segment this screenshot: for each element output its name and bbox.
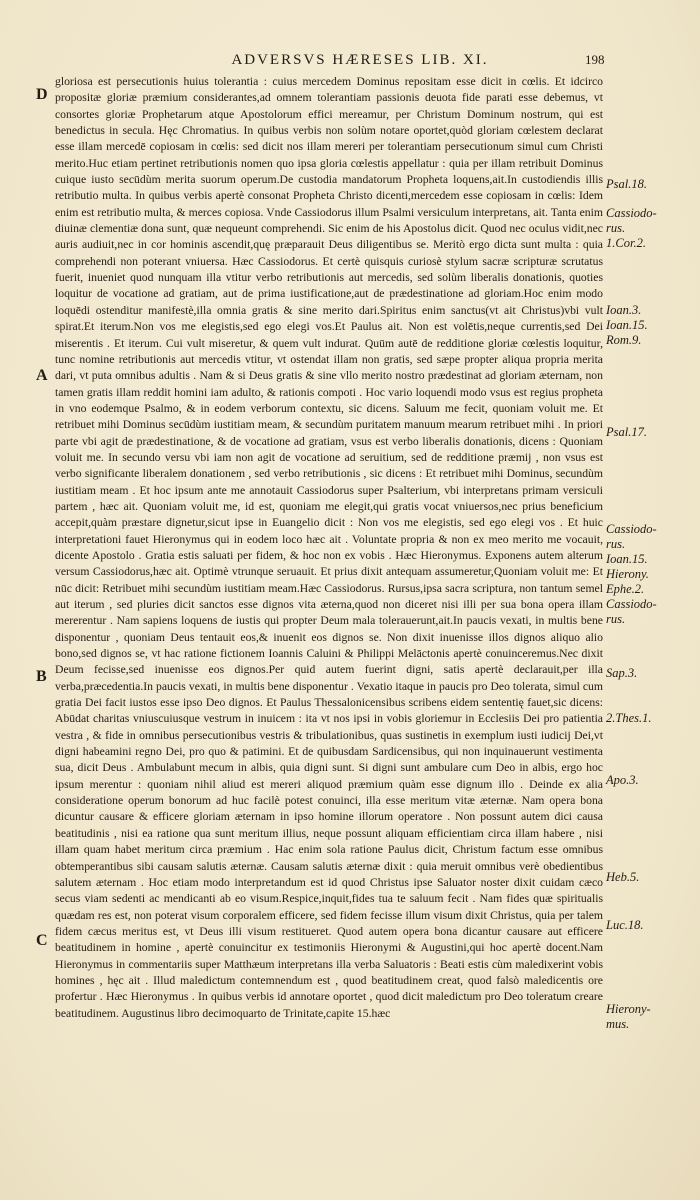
side-note-line: Ephe.2. (606, 582, 645, 596)
side-note-apo-3 (606, 773, 696, 788)
side-note-psal-17 (606, 425, 696, 440)
side-note-psal-18 (606, 177, 696, 192)
side-note-line: Hierony- (606, 1002, 651, 1016)
side-note-ioan-rom (606, 303, 696, 348)
side-note-line: rus. (606, 221, 626, 235)
side-note-luc-18 (606, 918, 696, 933)
side-note-cassiodorus (606, 206, 696, 251)
folio-number: 198 (585, 52, 605, 67)
side-note-line: rus. (606, 612, 626, 626)
side-note-hieronymus (606, 1002, 696, 1032)
side-note-2-thes-1 (606, 711, 696, 726)
side-note-line: rus. (606, 537, 626, 551)
side-note-heb-5 (606, 870, 696, 885)
section-letter-d: D (36, 86, 48, 103)
running-title: ADVERSVS HÆRESES LIB. XI. (231, 52, 489, 68)
side-note-line: Apo.3. (606, 773, 639, 787)
side-note-line: Psal.17. (606, 425, 647, 439)
side-note-line: 2.Thes.1. (606, 711, 652, 725)
side-note-line: Ioan.15. (606, 552, 648, 566)
side-note-line: Ioan.3. (606, 303, 642, 317)
side-note-line: Cassiodo- (606, 522, 657, 536)
section-letter-b: B (36, 668, 47, 685)
body-paragraph: gloriosa est persecutionis huius tolerantia : cuius mercedem Dominus repositam esse dicit in cœlis. Et idcirco propositæ gloriæ præmium considerantes,ad omnem tolerantiam passionis deuota fide parati esse debemus, vt consortes gloriæ Prophetarum atque Apostolorum effici mereamur, per Christum Dominum nostrum, qui est benedictus in secula. Hęc Chromatius. In quibus verbis non solùm notare oportet,quòd gloriam cœlestem declarat esse illam mercedē copiosam in cœlis: sed dicit nos illam mereri per tolerantiam persecutionum simul cum Christi merito.Huc etiam pertinet retributionis nomen quo ipsa gloria cœlestis appellatur : quia per illam retribuit Dominus cuique iusto secūdùm merita suorum operum.De custodia mandatorum Propheta loquens,ait.In custodiendis illis retributio multa. In quibus verbis apertè consonat Propheta Christo dicenti,mercedem esse copiosam in cœlis: Idem enim est retributio multa, & merces copiosa. Vnde Cassiodorus illum Psalmi versiculum interpretans, ait. Tanta enim diuinæ clementiæ dona sunt, quæ nequeunt comprehendi. Sic enim de his Apostolus dicit. Quod nec oculus vidit,nec auris audiuit,nec in cor hominis ascendit,quę præparauit Deus diligentibus se. Meritò ergo dicta sunt multa : quia comprehendi non poterant vniuersa. Hæc Cassiodorus. Et certè quisquis curiosè stylum sacræ scripturæ scrutatus fuerit, inueniet quod nunquam illa vtitur verbo retributionis aut mercedis, sed solùm liberalis donationis, quoties loquitur de vocatione ad gratiam, aut de prima iustificatione,aut de prædestinatione ad gloriam.Hoc enim modo loquēdi ostenditur manifestè,illa omnia gratis & sine merito dari.Spiritus enim sanctus(vt ait Christus)vbi vult spirat.Et iterum.Non vos me elegistis,sed ego elegi vos.Et Paulus ait. Non est volētis,neque currentis,sed Dei miserentis . Et iterum. Cui vult miseretur, & quem vult indurat. Quūm autē de redditione gloriæ cœlestis loquitur, tunc nomine retributionis aut mercedis vtitur, vt ostendat illam non gratis, sed sæpe propter aliqua propria merita dari, vt puta omnibus adultis . Nam & si Deus gratis & sine vllo merito nostro prædestinat ad gloriam æternam, non tamen gratis illam reddit homini iam adulto, & rationis compoti . Hoc vario loquendi modo vsus est regius propheta in vno eodemque Psalmo, & in eodem verborum contextu, sic dicens. Saluum me fecit, quoniam voluit me. Et retribuet mihi Dominus secūdùm iustitiam meam, & secundùm puritatem manuum mearum retribuet mihi . In priori parte vbi agit de prædestinatione, & de vocatione ad gratiam, vsus est verbo liberalis donationis, dicens : Quoniam voluit me. In secundo versu vbi iam non agit de vocatione ad seruitium, sed de redditione præmij , non vsus est verbo significante liberalem donationem , sed verbo retributionis , sic dicens : Et retribuet mihi Dominus, secundùm iustitiam meam . Et hoc ipsum ante me annotauit Cassiodorus super Psalterium, vbi interpretans primam versiculi partem , hæc ait. Quoniam voluit me, id est, quoniam me elegit,qui gratis vocat vniuersos,nec prius beneficium accepit,quàm præstare dignetur,sicut ipse in Euangelio dicit : Non vos me elegistis, sed ego elegi vos . Et huic interpretationi fauet Hieronymus qui in eodem loco hæc ait . Voluntate propria & non ex meo merito me vocauit, dicente Apostolo . Gratia estis saluati per fidem, & hoc non ex vobis . Hæc Hieronymus. Exponens autem alterum versum Cassiodorus,hæc ait. Optimè vtrunque seruauit. Et prius dixit antequam assumeretur,Quoniam voluit me: Et nūc dicit: Retribuet mihi secundùm iustitiam meam.Hæc Cassiodorus. Rursus,ipsa sacra scriptura, non tantum semel aut iterum , sed pluries dicit sanctos esse dignos vita æterna,quod non diceret nisi illi per sua bona opera illam mererentur . Nam sapiens loquens de iustis qui propter Deum mala tolerauerunt,ait.In paucis vexati, in multis bene disponentur , quoniam Deus tentauit eos,& inuenit eos dignos se. Non dixit inuenisse illos dignos aliquo alio bono,sed dignos se, vt hac ratione fictionem Ioannis Caluini & Philippi Melāctonis apertè conuinceremus.Nec dixit Deum fecisse,sed inuenisse eos dignos.Per quid autem fuerint digni, satis apertè declarauit,per illa verba,præcedentia.In paucis vexati, in multis bene disponentur . Vexatio itaque in paucis pro Deo tolerata, simul cum gratia Dei facit iustos esse ipso Deo dignos. Et Paulus Thessalonicensibus scribens eidem sententię fauet,sic dicens: Abūdat charitas vniuscuiusque vestrum in inuicem : ita vt nos ipsi in vobis gloriemur in Ecclesiis Dei pro patientia vestra , & fide in omnibus persecutionibus vestris & tribulationibus, quas sustinetis in exemplum iusti iudicij Dei,vt digni habeamini regno Dei, pro quo & patimini. Et de quibusdam Sardicensibus, qui non inquinauerunt vestimenta sua, dicit Deus . Ambulabunt mecum in albis, quia digni sunt. Si digni sunt ambulare cum Deo in albis, ergo hoc ipsum merentur : quoniam nihil aliud est mereri aliquod præmium quàm esse dignum illo . Deinde ex alia consideratione operum bonorum ad huc facilè potest conuinci, illa esse meritum vitæ æternæ. Nam opera bona dicuntur causare & efficere gloriam æternam in ipso homine illorum operatore . Non possunt autem dici causa beatitudinis , nisi ea ratione qua sunt meritum illius, neque possunt aliquam efficientiam circa illam habere , nisi illam quam habet meritum circa præmium . Hac enim sola ratione Paulus dicit, Christum factum esse omnibus obtemperantibus sibi causam salutis æternæ. Causam salutis æternæ dixit : quia meruit omnibus verè obedientibus salutem æternam . Hoc etiam modo interpretandum est id quod Christus ipse Saluator noster dixit cuidam cæco secus viam sedenti ac mendicanti ab eo visum.Respice,inquit,fides tua te saluum fecit . Nam fides quæ spiritualis quædam res est, non poterat visum corporalem efficere, sed fidem fecisse illum visum dixit Christus, quia per talem fidem cæcus meritus est, vt Deus illi visum restitueret. Quod autem opera bona dicantur causare aut efficere beatitudinem in homine , apertè conuincitur ex testimoniis Hieronymi & Augustini,qui hoc apertè docent.Nam Hieronymus in commentariis super Matthæum interpretans illa verba Saluatoris : Beati estis cùm maledixerint vobis homines , hęc ait . Illud maledictum contemnendum est , quod beatitudinem creat, quod falsò maledicentis ore profertur . Hæc Hieronymus . In quibus verbis id annotare oportet , quod dicit maledictum pro Deo toleratum creare beatitudinem. Augustinus libro decimoquarto de Trinitate,capite 15.hæc (55, 75, 603, 1020)
side-note-line: 1.Cor.2. (606, 236, 646, 250)
side-note-line: Luc.18. (606, 918, 644, 932)
side-note-line: Hierony. (606, 567, 649, 581)
side-note-line: Psal.18. (606, 177, 647, 191)
side-note-line: Ioan.15. (606, 318, 648, 332)
side-note-line: Sap.3. (606, 666, 638, 680)
side-note-line: mus. (606, 1017, 630, 1031)
section-letter-c: C (36, 932, 48, 949)
side-note-line: Cassiodo- (606, 206, 657, 220)
side-note-line: Heb.5. (606, 870, 640, 884)
main-text-column (55, 74, 603, 1022)
side-note-sap-3 (606, 666, 696, 681)
side-note-group (606, 522, 696, 627)
section-letter-a: A (36, 367, 48, 384)
side-note-line: Rom.9. (606, 333, 642, 347)
side-note-line: Cassiodo- (606, 597, 657, 611)
